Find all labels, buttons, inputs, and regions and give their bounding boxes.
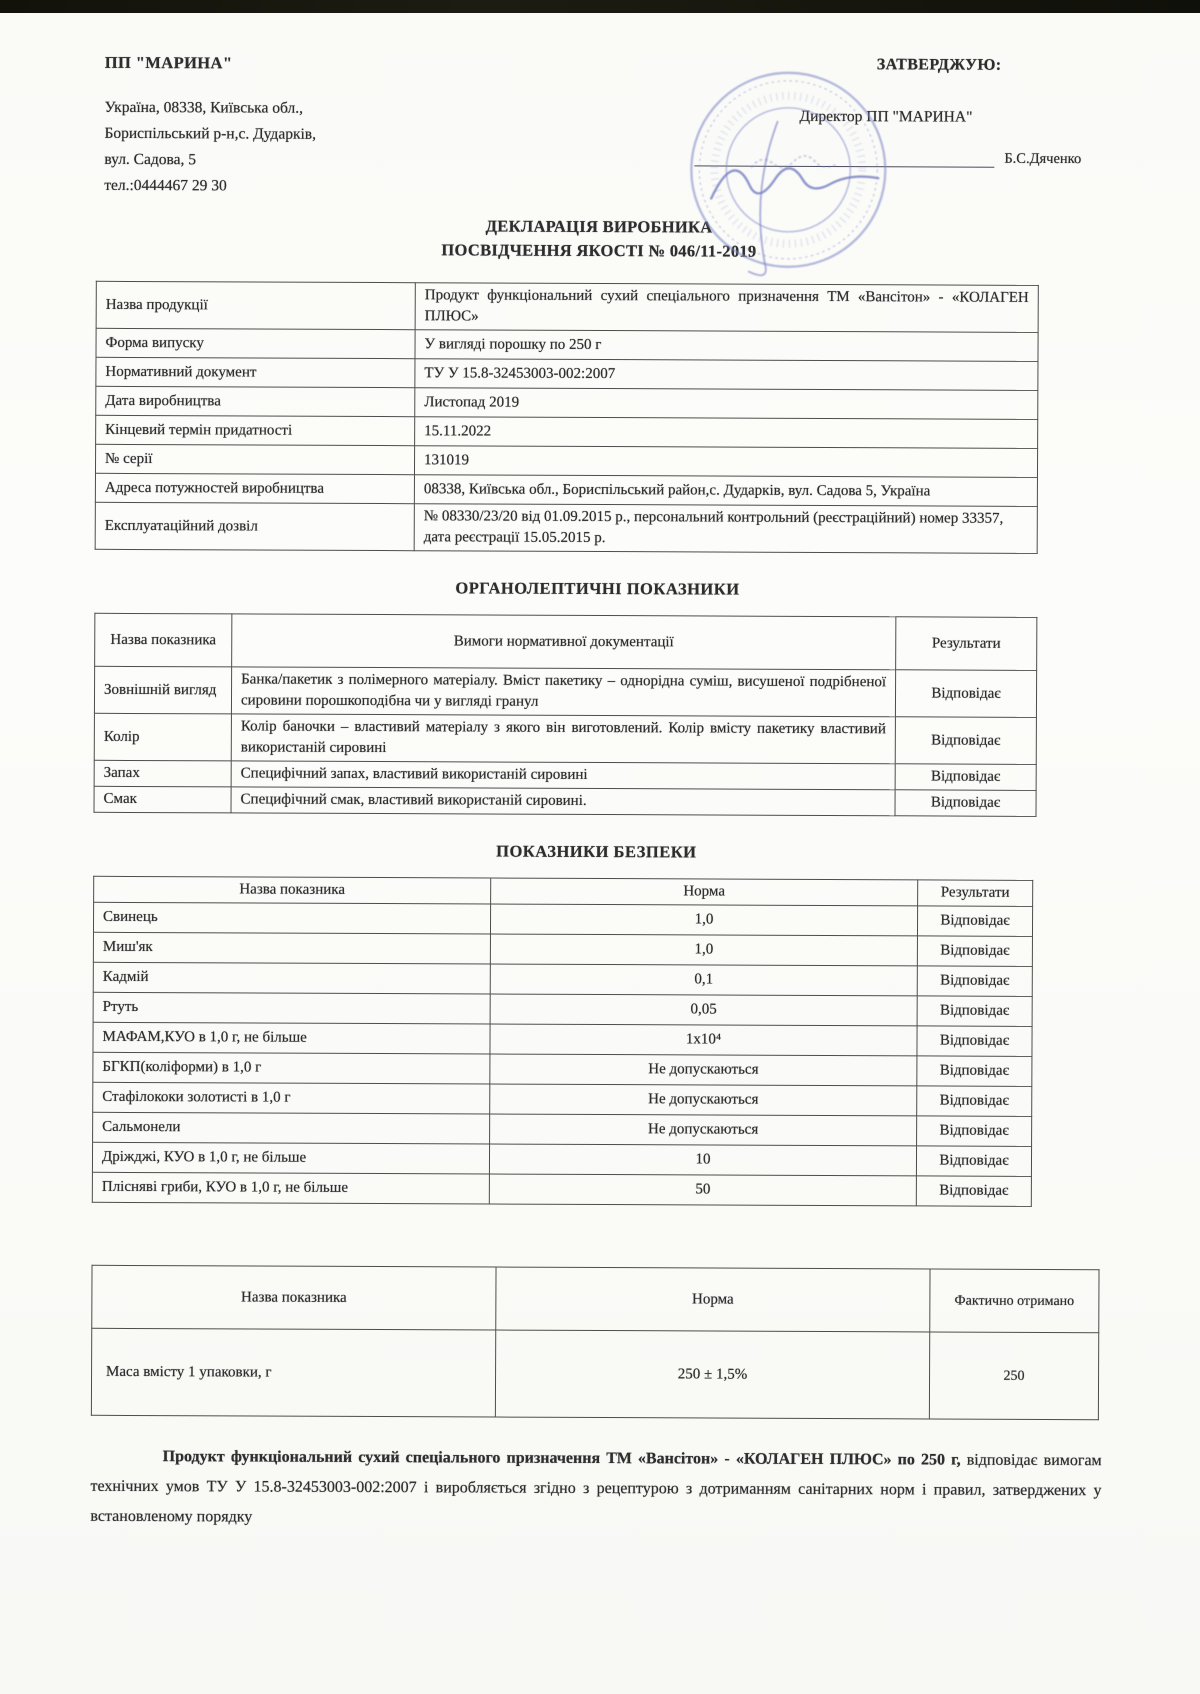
table-row bbox=[95, 473, 1037, 506]
product-info-table bbox=[95, 281, 1039, 554]
table-row bbox=[93, 902, 1032, 936]
indicator-name: БГКП(коліформи) в 1,0 г bbox=[93, 1052, 490, 1084]
director-line: Директор ПП "МАРИНА" bbox=[799, 107, 973, 126]
organoleptic-section-title: ОРГАНОЛЕПТИЧНІ ПОКАЗНИКИ bbox=[455, 578, 740, 599]
table-row bbox=[96, 328, 1038, 361]
approve-title: ЗАТВЕРДЖУЮ: bbox=[876, 56, 1002, 74]
table-row bbox=[93, 1052, 1032, 1086]
row-value: № 08330/23/20 від 01.09.2015 р., персональний контрольний (реєстраційний) номер 33357, дата реєстрації 15.05.2015 р. bbox=[414, 504, 1037, 554]
indicator-result: Відповідає bbox=[917, 1056, 1032, 1087]
column-header: Норма bbox=[496, 1267, 930, 1332]
indicator-name: Зовнішній вигляд bbox=[94, 666, 231, 714]
table-row bbox=[91, 1328, 1098, 1419]
indicator-result: Відповідає bbox=[895, 764, 1036, 791]
table-row bbox=[93, 1112, 1032, 1146]
table-row bbox=[95, 502, 1037, 553]
address-line-2: Бориспільський р-н,с. Дударків, bbox=[104, 124, 317, 143]
row-value: 15.11.2022 bbox=[415, 417, 1038, 449]
table-row bbox=[93, 1022, 1032, 1056]
indicator-result: Відповідає bbox=[895, 670, 1036, 718]
indicator-result: Відповідає bbox=[895, 790, 1036, 817]
indicator-result: Відповідає bbox=[917, 936, 1032, 967]
indicator-norm: 1х10⁴ bbox=[490, 1024, 917, 1056]
table-row bbox=[93, 932, 1032, 966]
indicator-name: Ртуть bbox=[93, 992, 490, 1024]
row-label: Форма випуску bbox=[96, 328, 415, 358]
table-row bbox=[96, 357, 1038, 390]
indicator-name: Сальмонели bbox=[93, 1112, 490, 1144]
document-content bbox=[0, 10, 1200, 1536]
row-value: ТУ У 15.8-32453003-002:2007 bbox=[415, 359, 1038, 391]
table-row bbox=[94, 786, 1036, 816]
safety-section-title: ПОКАЗНИКИ БЕЗПЕКИ bbox=[496, 841, 697, 862]
table-row bbox=[92, 1142, 1031, 1176]
conclusion-paragraph bbox=[90, 1442, 1101, 1536]
safety-table bbox=[92, 876, 1033, 1207]
table-row bbox=[96, 386, 1038, 419]
indicator-norm: 0,05 bbox=[490, 994, 917, 1026]
indicator-result: Відповідає bbox=[917, 906, 1032, 937]
row-value: 131019 bbox=[414, 446, 1037, 478]
organoleptic-table bbox=[94, 613, 1038, 817]
indicator-norm: 0,1 bbox=[490, 964, 917, 996]
indicator-name: Кадмій bbox=[93, 962, 490, 994]
document-title-line2: ПОСВІДЧЕННЯ ЯКОСТІ № 046/11-2019 bbox=[441, 240, 757, 261]
row-label: Нормативний документ bbox=[96, 357, 415, 387]
row-value: 08338, Київська обл., Бориспільський район,с. Дударків, вул. Садова 5, Україна bbox=[414, 475, 1037, 507]
indicator-norm: 1,0 bbox=[490, 904, 917, 936]
indicator-name: Запах bbox=[94, 760, 231, 787]
column-header: Норма bbox=[491, 878, 918, 906]
indicator-name: Стафілококи золотисті в 1,0 г bbox=[93, 1082, 490, 1114]
table-row bbox=[94, 713, 1036, 764]
column-header: Результати bbox=[896, 617, 1037, 671]
indicator-result: Відповідає bbox=[917, 966, 1032, 997]
document-header bbox=[0, 10, 1200, 203]
document-title-line1: ДЕКЛАРАЦІЯ ВИРОБНИКА bbox=[485, 216, 713, 237]
column-header: Назва показника bbox=[94, 876, 491, 904]
indicator-name: МАФАМ,КУО в 1,0 г, не більше bbox=[93, 1022, 490, 1054]
table-row bbox=[94, 666, 1036, 717]
table-row bbox=[95, 444, 1037, 477]
scan-edge-artifact bbox=[0, 0, 1200, 13]
indicator-result: Відповідає bbox=[917, 1086, 1032, 1117]
column-header: Вимоги нормативної документації bbox=[232, 614, 896, 670]
indicator-name: Маса вмісту 1 упаковки, г bbox=[91, 1328, 495, 1417]
indicator-name: Плісняві гриби, КУО в 1,0 г, не більше bbox=[92, 1172, 489, 1204]
indicator-result: Відповідає bbox=[917, 996, 1032, 1027]
indicator-result: Відповідає bbox=[916, 1176, 1031, 1207]
indicator-result: Відповідає bbox=[895, 717, 1036, 765]
table-row bbox=[96, 415, 1038, 448]
row-label: Дата виробництва bbox=[96, 386, 415, 416]
table-row bbox=[96, 281, 1038, 332]
company-address bbox=[104, 95, 316, 200]
indicator-norm: 1,0 bbox=[490, 934, 917, 966]
table-row bbox=[94, 760, 1036, 790]
table-header-row bbox=[92, 1265, 1099, 1332]
indicator-name: Миш'як bbox=[93, 932, 490, 964]
row-value: Продукт функціональний сухий спеціального призначення ТМ «Вансітон» - «КОЛАГЕН ПЛЮС» bbox=[415, 283, 1038, 333]
row-value: Листопад 2019 bbox=[415, 388, 1038, 420]
indicator-norm: Не допускаються bbox=[490, 1114, 917, 1146]
table-header-row bbox=[95, 613, 1037, 670]
column-header: Фактично отримано bbox=[930, 1269, 1099, 1333]
row-label: № серії bbox=[95, 444, 414, 474]
row-label: Назва продукції bbox=[96, 281, 415, 329]
indicator-requirement: Банка/пакетик з полімерного матеріалу. Вміст пакетику – однорідна суміш, висушеної подрібненої сировини порошкоподібна чи у вигляді гранул bbox=[231, 667, 895, 717]
conclusion-bold-part: Продукт функціональний сухий спеціального призначення ТМ «Вансітон» - «КОЛАГЕН ПЛЮС» по 250 г, bbox=[162, 1448, 961, 1469]
indicator-name: Дріжджі, КУО в 1,0 г, не більше bbox=[92, 1142, 489, 1174]
signer-name: Б.С.Дяченко bbox=[1004, 150, 1082, 168]
address-line-4: тел.:0444467 29 30 bbox=[104, 176, 227, 195]
indicator-norm: 250 ± 1,5% bbox=[495, 1330, 929, 1419]
indicator-result: Відповідає bbox=[917, 1026, 1032, 1057]
company-name: ПП "МАРИНА" bbox=[104, 52, 233, 73]
conclusion-regular-part: відповідає вимогам технічних умов ТУ У 15.8-32453003-002:2007 і виробляється згідно з рецептурою з дотриманням санітарних норм і правил, затверджених у встановленому порядку bbox=[90, 1451, 1102, 1526]
indicator-name: Свинець bbox=[93, 902, 490, 934]
indicator-norm: 10 bbox=[489, 1144, 916, 1176]
indicator-result: Відповідає bbox=[917, 1116, 1032, 1147]
indicator-norm: Не допускаються bbox=[490, 1054, 917, 1086]
indicator-result: 250 bbox=[929, 1332, 1098, 1420]
column-header: Назва показника bbox=[95, 613, 232, 667]
row-label: Експлуатаційний дозвіл bbox=[95, 502, 414, 550]
row-label: Адреса потужностей виробництва bbox=[95, 473, 414, 503]
address-line-3: вул. Садова, 5 bbox=[104, 150, 197, 169]
indicator-name: Колір bbox=[94, 713, 231, 761]
table-row bbox=[92, 1172, 1031, 1206]
table-header-row bbox=[94, 876, 1033, 906]
table-row bbox=[93, 962, 1032, 996]
indicator-name: Смак bbox=[94, 786, 231, 813]
indicator-norm: Не допускаються bbox=[490, 1084, 917, 1116]
column-header: Результати bbox=[918, 880, 1033, 907]
table-row bbox=[93, 992, 1032, 1026]
mass-content-table bbox=[91, 1265, 1100, 1420]
indicator-requirement: Специфічний смак, властивий використаній сировині. bbox=[231, 787, 895, 816]
table-row bbox=[93, 1082, 1032, 1116]
indicator-result: Відповідає bbox=[916, 1146, 1031, 1177]
indicator-requirement: Специфічний запах, властивий використаній сировині bbox=[231, 761, 895, 790]
indicator-norm: 50 bbox=[489, 1174, 916, 1206]
row-value: У вигляді порошку по 250 г bbox=[415, 330, 1038, 362]
header-left bbox=[104, 53, 316, 200]
company-stamp-icon bbox=[681, 63, 897, 279]
row-label: Кінцевий термін придатності bbox=[96, 415, 415, 445]
column-header: Назва показника bbox=[92, 1265, 496, 1330]
address-line-1: Україна, 08338, Київська обл., bbox=[104, 98, 304, 117]
indicator-requirement: Колір баночки – властивий матеріалу з якого він виготовлений. Колір вмісту пакетику властивий використаній сировині bbox=[231, 714, 895, 764]
document-title bbox=[0, 212, 1199, 265]
